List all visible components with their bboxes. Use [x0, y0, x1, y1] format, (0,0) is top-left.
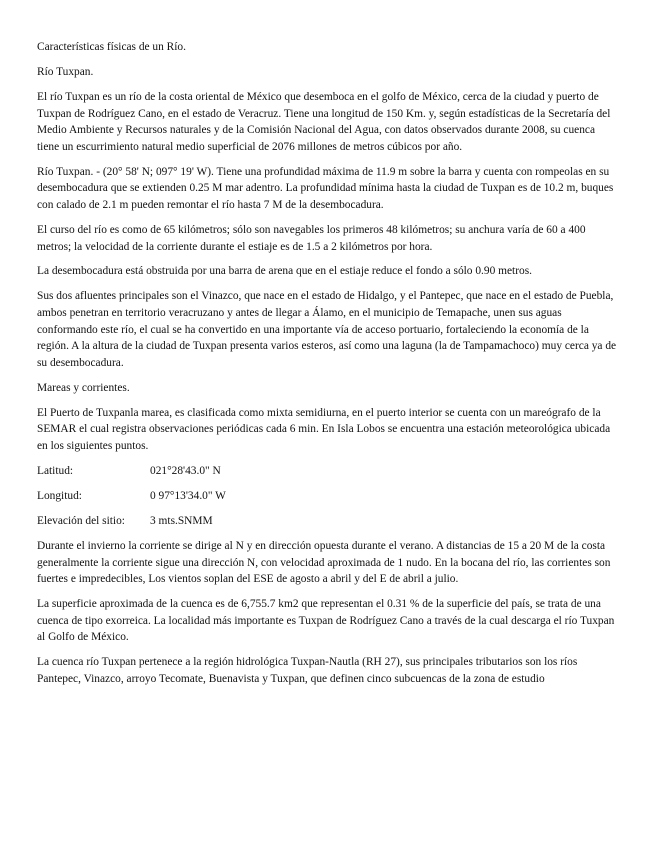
- currents-paragraph: Durante el invierno la corriente se dirige al N y en dirección opuesta durante el verano. A distancias de 15 a 20 M de la costa generalmente la corriente sigue una dirección N, con velocidad aproximada de 1 nudo. En la bocana del río, las corrientes son fuertes e impredecibles, Los vientos soplan del ESE de agosto a abril y del E de abril a julio.: [37, 539, 611, 586]
- longitude-row: [37, 488, 619, 505]
- document-body: [37, 39, 619, 696]
- latitude-value: 021°28'43.0" N: [150, 464, 221, 477]
- tide-paragraph: El Puerto de Tuxpanla marea, es clasificada como mixta semidiurna, en el puerto interior se cuenta con un mareógrafo de la SEMAR el cual registra observaciones periódicas cada 6 min. En Isla Lobos se encuentra una estación meteorológica ubicada en los siguientes puntos.: [37, 406, 611, 452]
- elevation-label: Elevación del sitio:: [37, 514, 125, 527]
- basin-surface-paragraph: La superficie aproximada de la cuenca es de 6,755.7 km2 que representan el 0.31 % de la superficie del país, se trata de una cuenca de tipo exorreica. La localidad más importante es Tuxpan de Rodríguez Cano a través de la cual descarga el río Tuxpan al Golfo de México.: [37, 598, 615, 644]
- mouth-paragraph: La desembocadura está obstruida por una barra de arena que en el estiaje reduce el fondo a sólo 0.90 metros.: [37, 265, 532, 278]
- longitude-label: Longitud:: [37, 489, 82, 502]
- course-paragraph: El curso del río es como de 65 kilómetros; sólo son navegables los primeros 48 kilómetros; su anchura varía de 60 a 400 metros; la velocidad de la corriente durante el estiaje es de 1.5 a 2 kilómetros por hora.: [37, 223, 586, 253]
- document-heading: Características físicas de un Río.: [37, 41, 186, 53]
- latitude-label: Latitud:: [37, 464, 74, 477]
- intro-paragraph: El río Tuxpan es un río de la costa oriental de México que desemboca en el golfo de México, cerca de la ciudad y puerto de Tuxpan de Rodríguez Cano, en el estado de Veracruz. Tiene una longitud de 150 Km. y, según estadísticas de la Secretaría del Medio Ambiente y Recursos naturales y de la Comisión Nacional del Agua, con datos observados durante 2008, su cuenca tiene un escurrimiento natural medio superficial de 2076 millones de metros cúbicos por año.: [37, 90, 611, 153]
- elevation-row: [37, 513, 619, 530]
- hydrologic-region-paragraph: La cuenca río Tuxpan pertenece a la región hidrológica Tuxpan-Nautla (RH 27), sus principales tributarios son los ríos Pantepec, Vinazco, arroyo Tecomate, Buenavista y Tuxpan, que definen cinco subcuencas de la zona de estudio: [37, 656, 578, 685]
- section-title: Mareas y corrientes.: [37, 381, 130, 394]
- coordinates-paragraph: Río Tuxpan. - (20° 58' N; 097° 19' W). Tiene una profundidad máxima de 11.9 m sobre la barra y cuenta con rompeolas en su desembocadura que se extienden 0.25 M mar adentro. La profundidad mínima hasta la ciudad de Tuxpan es de 10.2 m, buques con calado de 2.1 m pueden remontar el río hasta 7 M de la desembocadura.: [37, 165, 614, 211]
- longitude-value: 0 97°13'34.0" W: [150, 489, 226, 502]
- river-name: Río Tuxpan.: [37, 65, 94, 78]
- elevation-value: 3 mts.SNMM: [150, 514, 213, 527]
- latitude-row: [37, 463, 619, 480]
- tributaries-paragraph: Sus dos afluentes principales son el Vinazco, que nace en el estado de Hidalgo, y el Pantepec, que nace en el estado de Puebla, ambos penetran en territorio veracruzano y antes de llegar a Álamo, en el municipio de Temapache, unen sus aguas conformando este río, el cual se ha convertido en una importante vía de acceso portuario, fortaleciendo la economía de la región. A la altura de la ciudad de Tuxpan presenta varios esteros, así como una laguna (la de Tampamachoco) muy cerca ya de su desembocadura.: [37, 290, 617, 369]
